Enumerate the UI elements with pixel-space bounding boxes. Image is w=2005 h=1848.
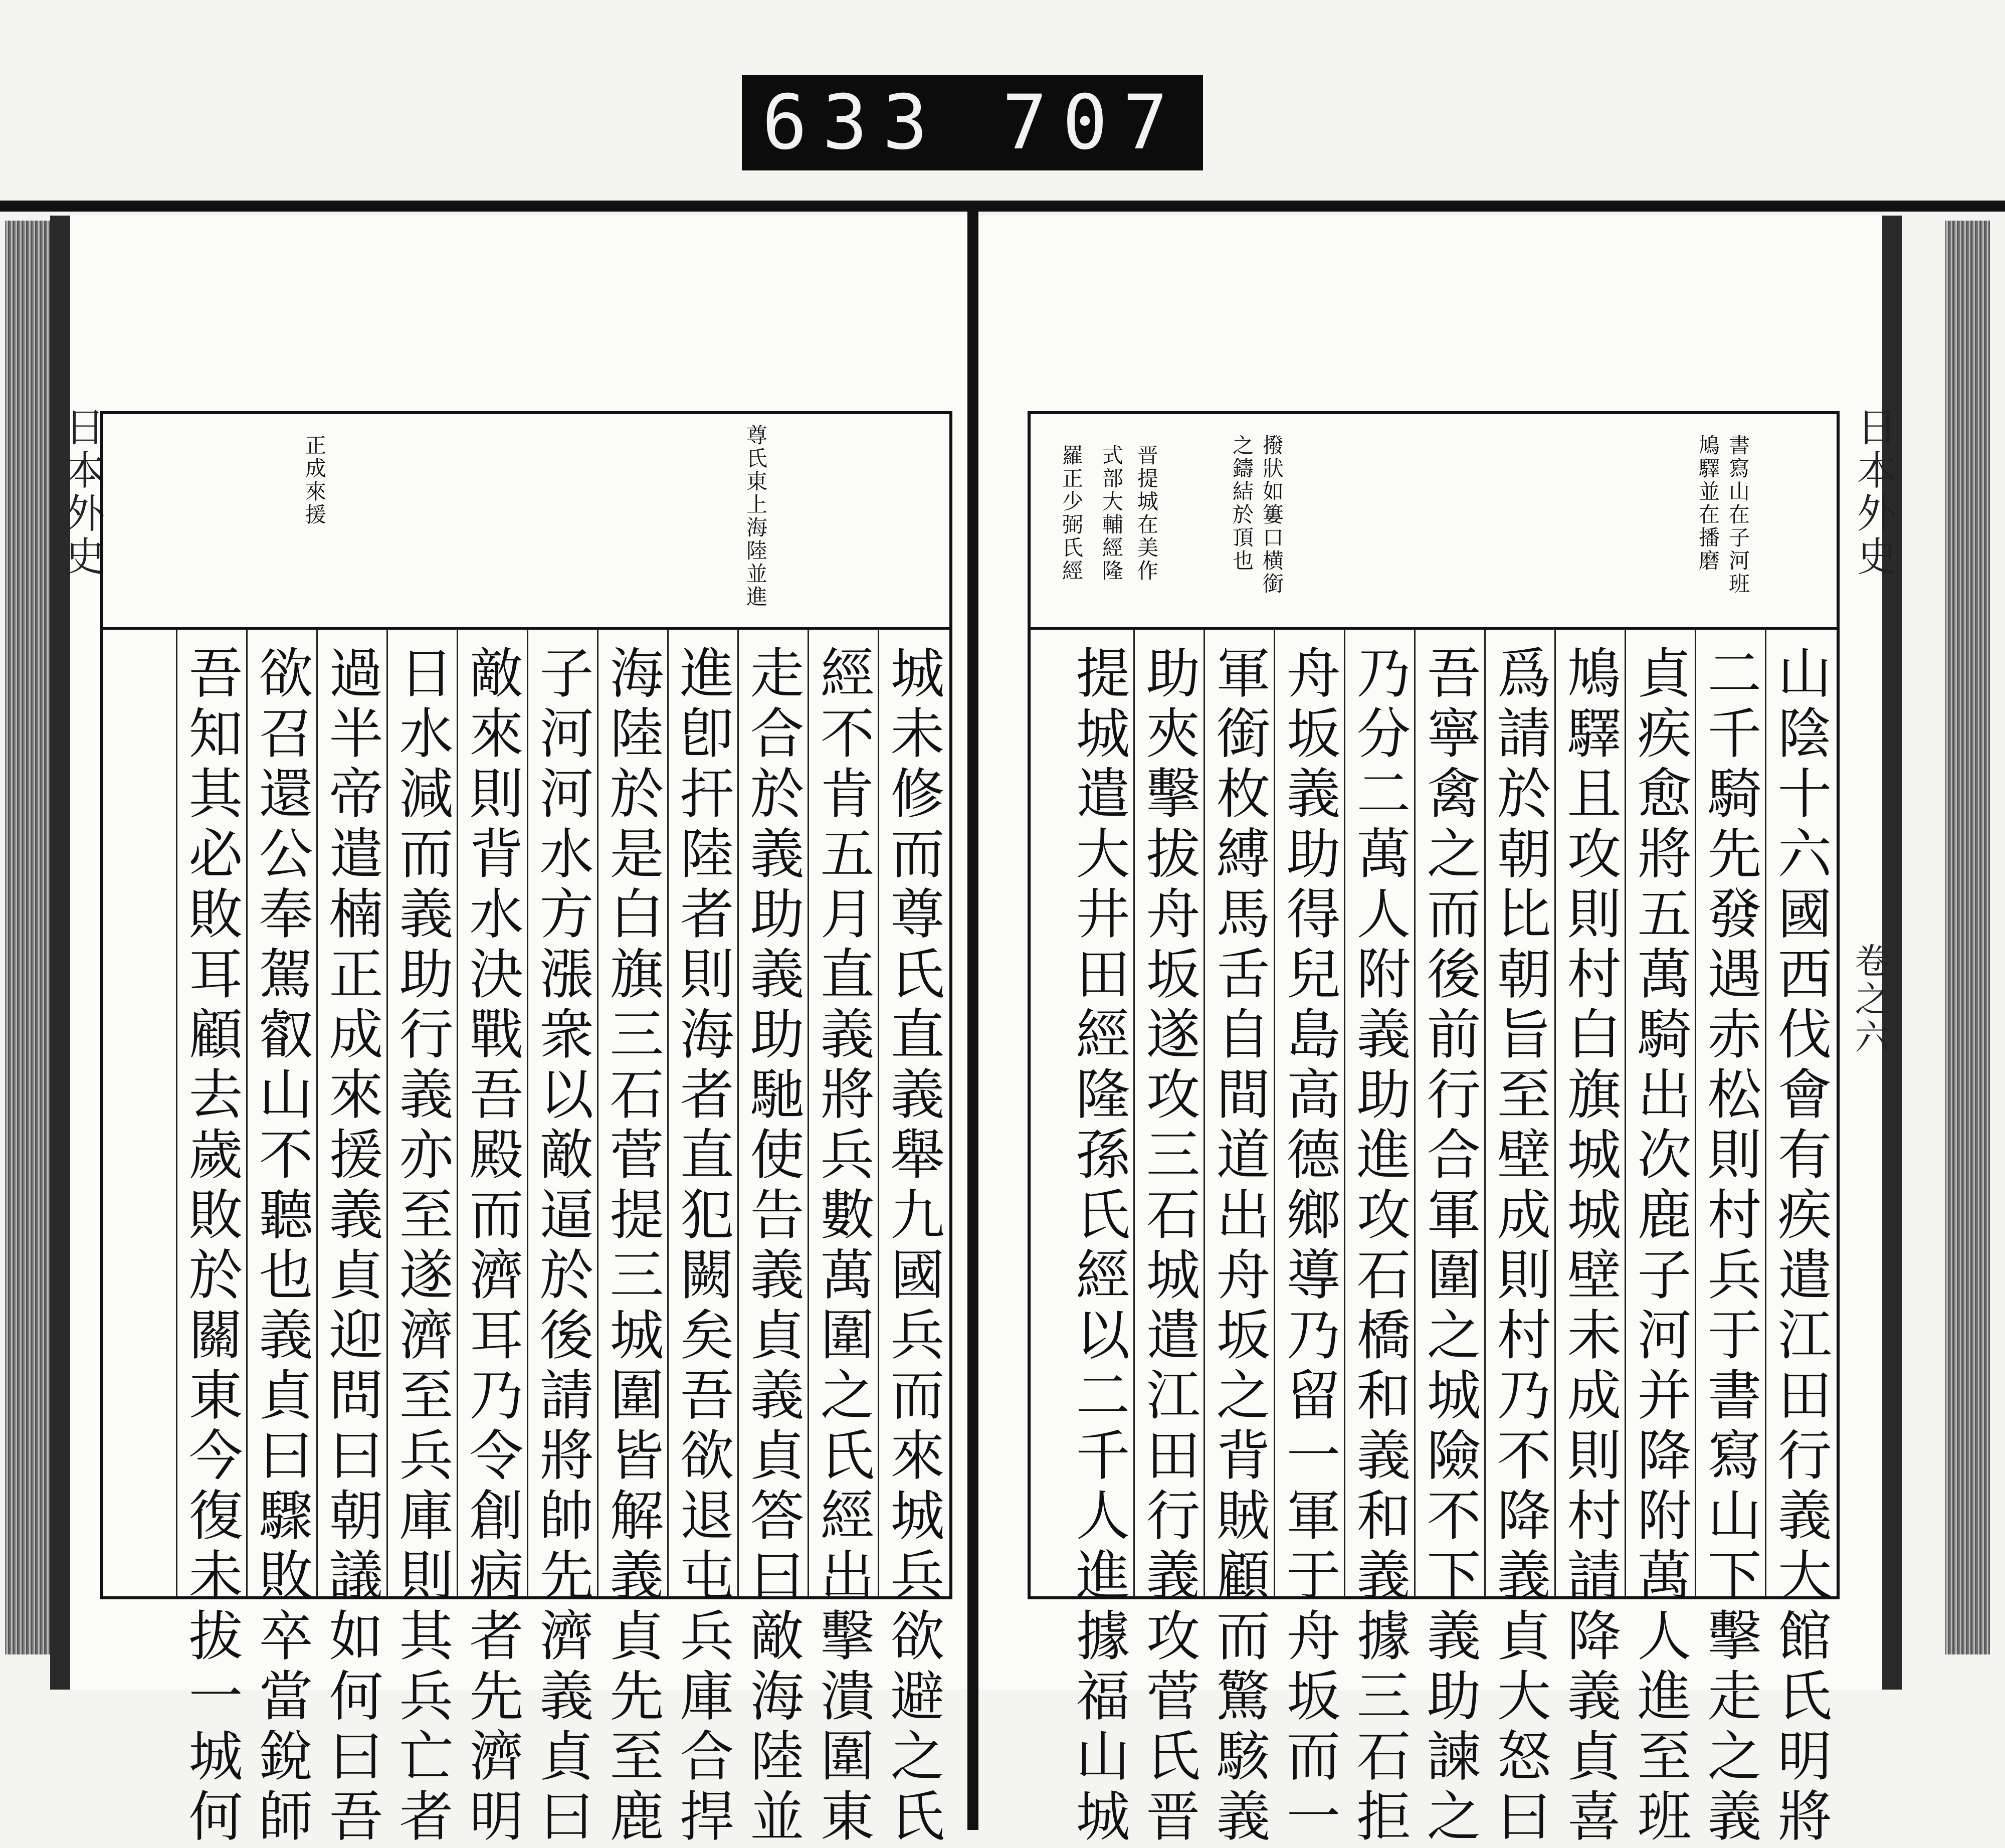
headnote: 之鑄結於頂也 (1230, 434, 1254, 573)
column-rule (457, 630, 458, 1597)
right-page (980, 216, 1902, 1848)
text-column: 吾知其必敗耳顧去歲敗於關東今復未拔一城何 (179, 645, 242, 1848)
column-rule (878, 630, 879, 1597)
text-column: 敵來則背水決戰吾殿而濟耳乃令創病者先濟明 (460, 645, 523, 1848)
column-rule (176, 630, 177, 1597)
column-rule (1625, 630, 1626, 1597)
right-margin-title: 日本外史 (1850, 406, 1897, 579)
frame-number-right: 707 (1002, 79, 1183, 166)
column-rule (1484, 630, 1486, 1597)
headnote: 鳩驛並在播磨 (1696, 434, 1720, 573)
right-text-block (1028, 411, 1840, 1848)
text-column: 乃分二萬人附義助進攻石橋和義和義據三石拒 (1347, 645, 1410, 1848)
column-rule (597, 630, 598, 1597)
microfilm-frame-label (742, 75, 1203, 170)
text-column: 舟坂義助得兒島高德鄉導乃留一軍于舟坂而一 (1277, 645, 1340, 1848)
headnote: 式部大輔經隆 (1099, 444, 1124, 583)
right-margin-volume: 卷之六 (1849, 943, 1890, 1057)
column-rule (1274, 630, 1275, 1597)
column-rule (1133, 630, 1135, 1597)
column-rule (1554, 630, 1556, 1597)
text-column: 經不肯五月直義將兵數萬圍之氏經出擊潰圍東 (811, 645, 874, 1848)
column-rule (246, 630, 248, 1597)
right-page-edge (1945, 221, 1990, 1654)
text-column: 提城遣大井田經隆孫氏經以二千人進據福山城 (1067, 645, 1129, 1848)
text-column: 爲請於朝比朝旨至壁成則村乃不降義貞大怒曰 (1488, 645, 1550, 1848)
column-rule (1765, 630, 1766, 1597)
left-page (50, 216, 987, 1848)
column-rule (737, 630, 739, 1597)
text-column: 山陰十六國西伐會有疾遣江田行義大館氏明將 (1768, 645, 1831, 1848)
column-rule (1414, 630, 1416, 1597)
text-column: 鳩驛且攻則村白旗城城壁未成則村請降義貞喜 (1558, 645, 1621, 1848)
text-column: 二千騎先發遇赤松則村兵于書寫山下擊走之義 (1698, 645, 1761, 1848)
column-rule (527, 630, 528, 1597)
text-column: 助夾擊拔舟坂遂攻三石城遣江田行義攻菅氏晋 (1137, 645, 1199, 1848)
headnote: 羅正少弼氏經 (1059, 444, 1084, 583)
text-column: 貞疾愈將五萬騎出次鹿子河并降附萬人進至班 (1628, 645, 1691, 1848)
text-column: 軍銜枚縛馬舌自間道出舟坂之背賊顧而驚駭義 (1207, 645, 1270, 1848)
book-spine-gutter (967, 211, 978, 1830)
headnote: 撥狀如簍口横銜 (1260, 434, 1284, 596)
text-column: 海陸於是白旗三石菅提三城圍皆解義貞先至鹿 (600, 645, 663, 1848)
text-column: 進卽扞陸者則海者直犯闕矣吾欲退屯兵庫合捍 (671, 645, 733, 1848)
text-column: 欲召還公奉駕叡山不聽也義貞曰驟敗卒當銳師 (250, 645, 312, 1848)
left-margin-title: 日本外史 (58, 406, 105, 579)
left-headnote-area (103, 414, 949, 630)
headnote: 尊氏東上海陸並進 (743, 424, 768, 609)
column-rule (667, 630, 669, 1597)
left-page-edge (5, 221, 50, 1654)
frame-number-left: 633 (762, 79, 943, 166)
column-rule (808, 630, 809, 1597)
column-rule (386, 630, 388, 1597)
column-rule (1695, 630, 1696, 1597)
text-column: 走合於義助義助馳使告義貞義貞答曰敵海陸並 (741, 645, 804, 1848)
text-column: 過半帝遣楠正成來援義貞迎問曰朝議如何曰吾 (320, 645, 382, 1848)
film-frame-bar (0, 201, 2005, 212)
text-column: 城未修而尊氏直義舉九國兵而來城兵欲避之氏 (881, 645, 944, 1848)
text-column: 子河河水方漲衆以敵逼於後請將帥先濟義貞曰 (530, 645, 593, 1848)
text-column: 吾寧禽之而後前行合軍圍之城險不下義助諫之 (1418, 645, 1480, 1848)
text-column: 日水減而義助行義亦至遂濟至兵庫則其兵亡者 (390, 645, 453, 1848)
headnote: 書寫山在子河班 (1726, 434, 1750, 596)
column-rule (316, 630, 318, 1597)
column-rule (1204, 630, 1205, 1597)
headnote: 正成來援 (302, 434, 327, 526)
headnote: 晋提城在美作 (1134, 444, 1159, 583)
column-rule (1344, 630, 1345, 1597)
right-headnote-area (1031, 414, 1837, 630)
left-text-block (100, 411, 952, 1848)
